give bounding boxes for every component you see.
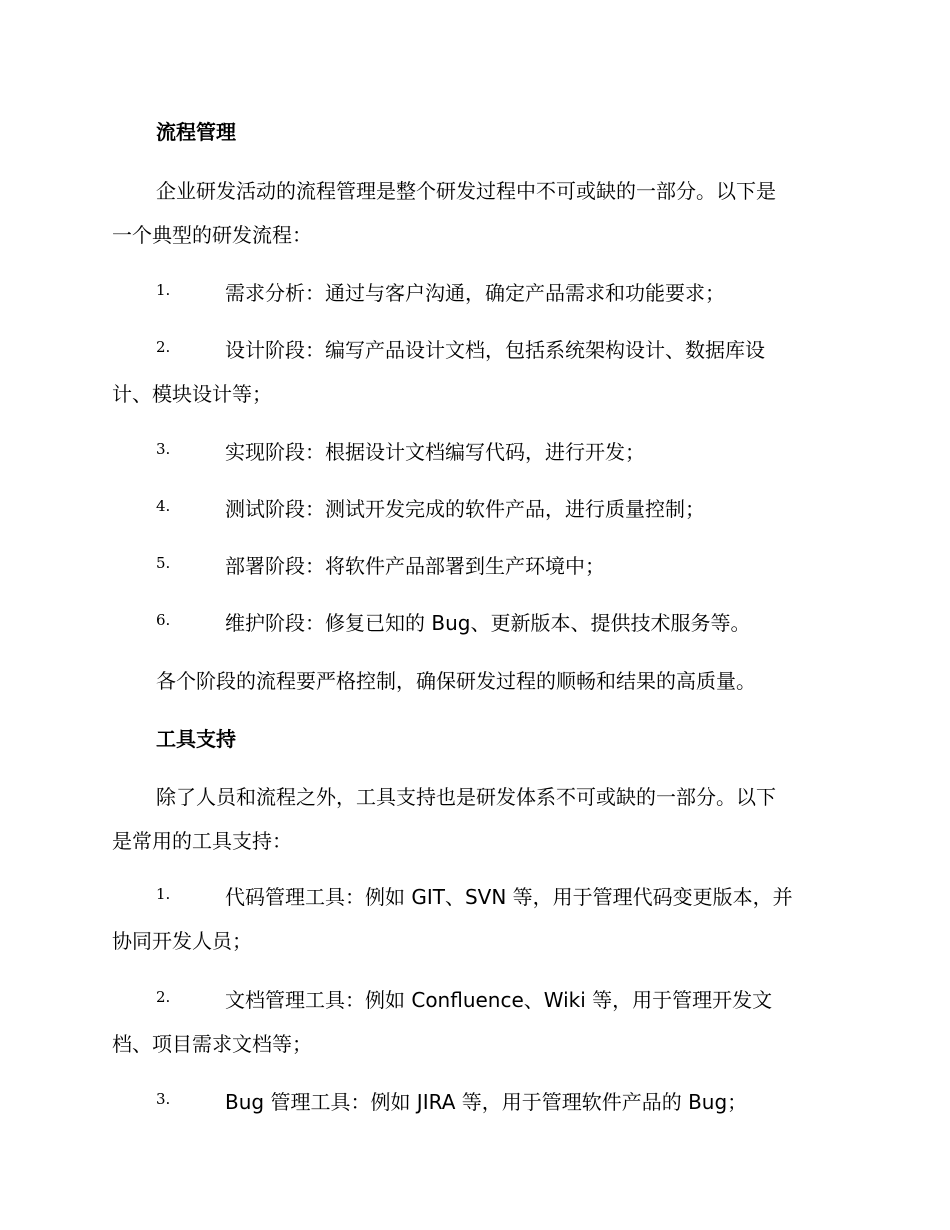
intro-paragraph-line-2: 一个典型的研发流程： <box>112 223 312 247</box>
list-item: 测试阶段：测试开发完成的软件产品，进行质量控制； <box>225 497 705 521</box>
section-heading-process: 流程管理 <box>156 120 236 144</box>
closing-paragraph: 各个阶段的流程要严格控制，确保研发过程的顺畅和结果的高质量。 <box>156 669 756 693</box>
list-item-number: 2. <box>156 988 171 1006</box>
list-item-number: 3. <box>156 1090 171 1108</box>
list-item-continuation: 协同开发人员； <box>112 929 252 953</box>
list-item-number: 6. <box>156 611 171 629</box>
list-item-number: 1. <box>156 281 171 299</box>
section-heading-tools: 工具支持 <box>156 727 236 751</box>
list-item-number: 1. <box>156 885 171 903</box>
list-item-number: 4. <box>156 497 171 515</box>
list-item: 需求分析：通过与客户沟通，确定产品需求和功能要求； <box>225 281 725 305</box>
list-item-number: 5. <box>156 554 171 572</box>
list-item: 代码管理工具：例如 GIT、SVN 等，用于管理代码变更版本，并 <box>225 885 793 909</box>
tools-intro-line-2: 是常用的工具支持： <box>112 829 292 853</box>
intro-paragraph-line-1: 企业研发活动的流程管理是整个研发过程中不可或缺的一部分。以下是 <box>156 179 776 203</box>
list-item: 实现阶段：根据设计文档编写代码，进行开发； <box>225 440 645 464</box>
list-item: 部署阶段：将软件产品部署到生产环境中； <box>225 554 605 578</box>
tools-intro-line-1: 除了人员和流程之外，工具支持也是研发体系不可或缺的一部分。以下 <box>156 785 776 809</box>
list-item-continuation: 计、模块设计等； <box>112 382 272 406</box>
list-item: 设计阶段：编写产品设计文档，包括系统架构设计、数据库设 <box>225 338 765 362</box>
list-item-number: 3. <box>156 440 171 458</box>
list-item: 维护阶段：修复已知的 Bug、更新版本、提供技术服务等。 <box>225 611 751 635</box>
list-item: 文档管理工具：例如 Confluence、Wiki 等，用于管理开发文 <box>225 988 773 1012</box>
list-item: Bug 管理工具：例如 JIRA 等，用于管理软件产品的 Bug； <box>225 1090 748 1114</box>
list-item-continuation: 档、项目需求文档等； <box>112 1032 312 1056</box>
list-item-number: 2. <box>156 338 171 356</box>
